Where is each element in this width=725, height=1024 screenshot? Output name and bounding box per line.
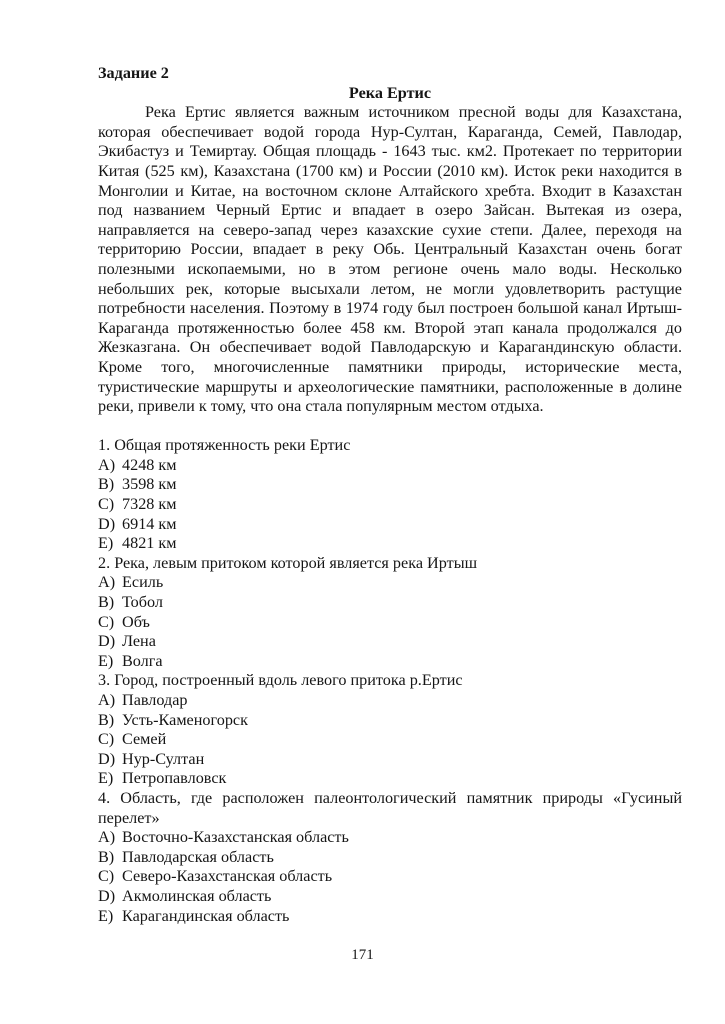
option-letter: D) xyxy=(98,886,116,905)
option-letter: B) xyxy=(98,847,115,866)
question-text: 3. Город, построенный вдоль левого притока р.Ертис xyxy=(98,671,463,690)
option-text: Тобол xyxy=(122,593,163,612)
option-letter: D) xyxy=(98,514,116,533)
option-letter: C) xyxy=(98,495,115,514)
answer-option xyxy=(98,495,682,515)
answer-option xyxy=(98,828,682,848)
answer-option xyxy=(98,632,682,652)
option-text: 4821 км xyxy=(122,534,177,553)
option-text: Семей xyxy=(122,730,167,749)
option-letter: B) xyxy=(98,593,115,612)
question-1 xyxy=(98,436,682,554)
option-text: 4248 км xyxy=(122,455,177,474)
document-title: Река Ертис xyxy=(348,83,432,102)
answer-options xyxy=(98,691,682,789)
answer-option xyxy=(98,573,682,593)
option-letter: A) xyxy=(98,828,116,847)
option-text: Карагандинская область xyxy=(122,906,290,925)
option-text: Акмолинская область xyxy=(122,886,272,905)
page-number: 171 xyxy=(351,947,374,963)
answer-options xyxy=(98,828,682,926)
answer-option xyxy=(98,907,682,927)
question-3 xyxy=(98,671,682,789)
answer-option xyxy=(98,730,682,750)
option-letter: E) xyxy=(98,906,114,925)
option-letter: A) xyxy=(98,691,116,709)
spacer xyxy=(98,417,682,437)
answer-option xyxy=(98,613,682,633)
answer-option xyxy=(98,534,682,554)
document-page xyxy=(98,64,682,926)
answer-option xyxy=(98,867,682,887)
answer-option xyxy=(98,848,682,868)
option-letter: C) xyxy=(98,612,115,631)
option-text: Павлодарская область xyxy=(122,847,274,866)
answer-options xyxy=(98,456,682,554)
option-text: 6914 км xyxy=(122,514,177,533)
answer-option xyxy=(98,887,682,907)
answer-option xyxy=(98,711,682,731)
option-letter: E) xyxy=(98,534,114,553)
option-letter: B) xyxy=(98,475,115,494)
answer-option xyxy=(98,769,682,789)
answer-option xyxy=(98,593,682,613)
answer-option xyxy=(98,750,682,770)
option-text: Павлодар xyxy=(122,691,188,709)
question-4 xyxy=(98,789,682,926)
question-text: 4. Область, где расположен палеонтологический памятник природы «Гусиный перелет» xyxy=(98,788,682,827)
answer-option xyxy=(98,652,682,672)
option-text: Лена xyxy=(122,632,156,651)
option-text: Волга xyxy=(122,651,163,670)
option-text: Объ xyxy=(122,612,150,631)
option-letter: A) xyxy=(98,573,116,592)
option-text: Нур-Султан xyxy=(122,749,205,768)
option-letter: B) xyxy=(98,710,115,729)
option-letter: E) xyxy=(98,769,114,788)
option-letter: A) xyxy=(98,455,116,474)
answer-option xyxy=(98,691,682,711)
question-text: 2. Река, левым притоком которой является река Иртыш xyxy=(98,553,478,572)
option-text: Северо-Казахстанская область xyxy=(122,867,333,886)
option-text: Есиль xyxy=(122,573,164,592)
question-2 xyxy=(98,554,682,672)
body-paragraph: Река Ертис является важным источником пресной воды для Казахстана, которая обеспечивает водой города Нур-Султан, Караганда, Семей, Павлодар, Экибастуз и Темиртау. Общая площадь - 1643 тыс. км2. Протекает по территории Китая (525 км), Казахстана (1700 км) и России (2010 км). Исток реки находится в Монголии и Китае, на восточном склоне Алтайского хребта. Входит в Казахстан под названием Черный Ертис и впадает в озеро Зайсан. Вытекая из озера, направляется на северо-запад через казахские сухие степи. Далее, переходя на территорию России, впадает в реку Обь. Центральный Казахстан очень богат полезными ископаемыми, но в этом регионе очень мало воды. Несколько небольших рек, которые высыхали летом, не могли удовлетворить растущие потребности населения. Поэтому в 1974 году был построен большой канал Иртыш-Караганда протяженностью более 458 км. Второй этап канала продолжался до Жезказгана. Он обеспечивает водой Павлодарскую и Карагандинскую области. Кроме того, многочисленные памятники природы, исторические места, туристические маршруты и археологические памятники, расположенные в долине реки, привели к тому, что она стала популярным местом отдыха. xyxy=(98,103,682,416)
answer-option xyxy=(98,456,682,476)
answer-option xyxy=(98,515,682,535)
answer-option xyxy=(98,475,682,495)
option-text: Петропавловск xyxy=(122,769,227,788)
answer-options xyxy=(98,573,682,671)
option-text: Восточно-Казахстанская область xyxy=(122,828,349,847)
task-heading: Задание 2 xyxy=(98,64,169,82)
option-text: 7328 км xyxy=(122,495,177,514)
option-letter: D) xyxy=(98,749,116,768)
question-text: 1. Общая протяженность реки Ертис xyxy=(98,436,351,455)
option-text: Усть-Каменогорск xyxy=(122,710,248,729)
option-letter: C) xyxy=(98,730,115,749)
option-letter: C) xyxy=(98,867,115,886)
option-letter: E) xyxy=(98,651,114,670)
option-text: 3598 км xyxy=(122,475,177,494)
option-letter: D) xyxy=(98,632,116,651)
